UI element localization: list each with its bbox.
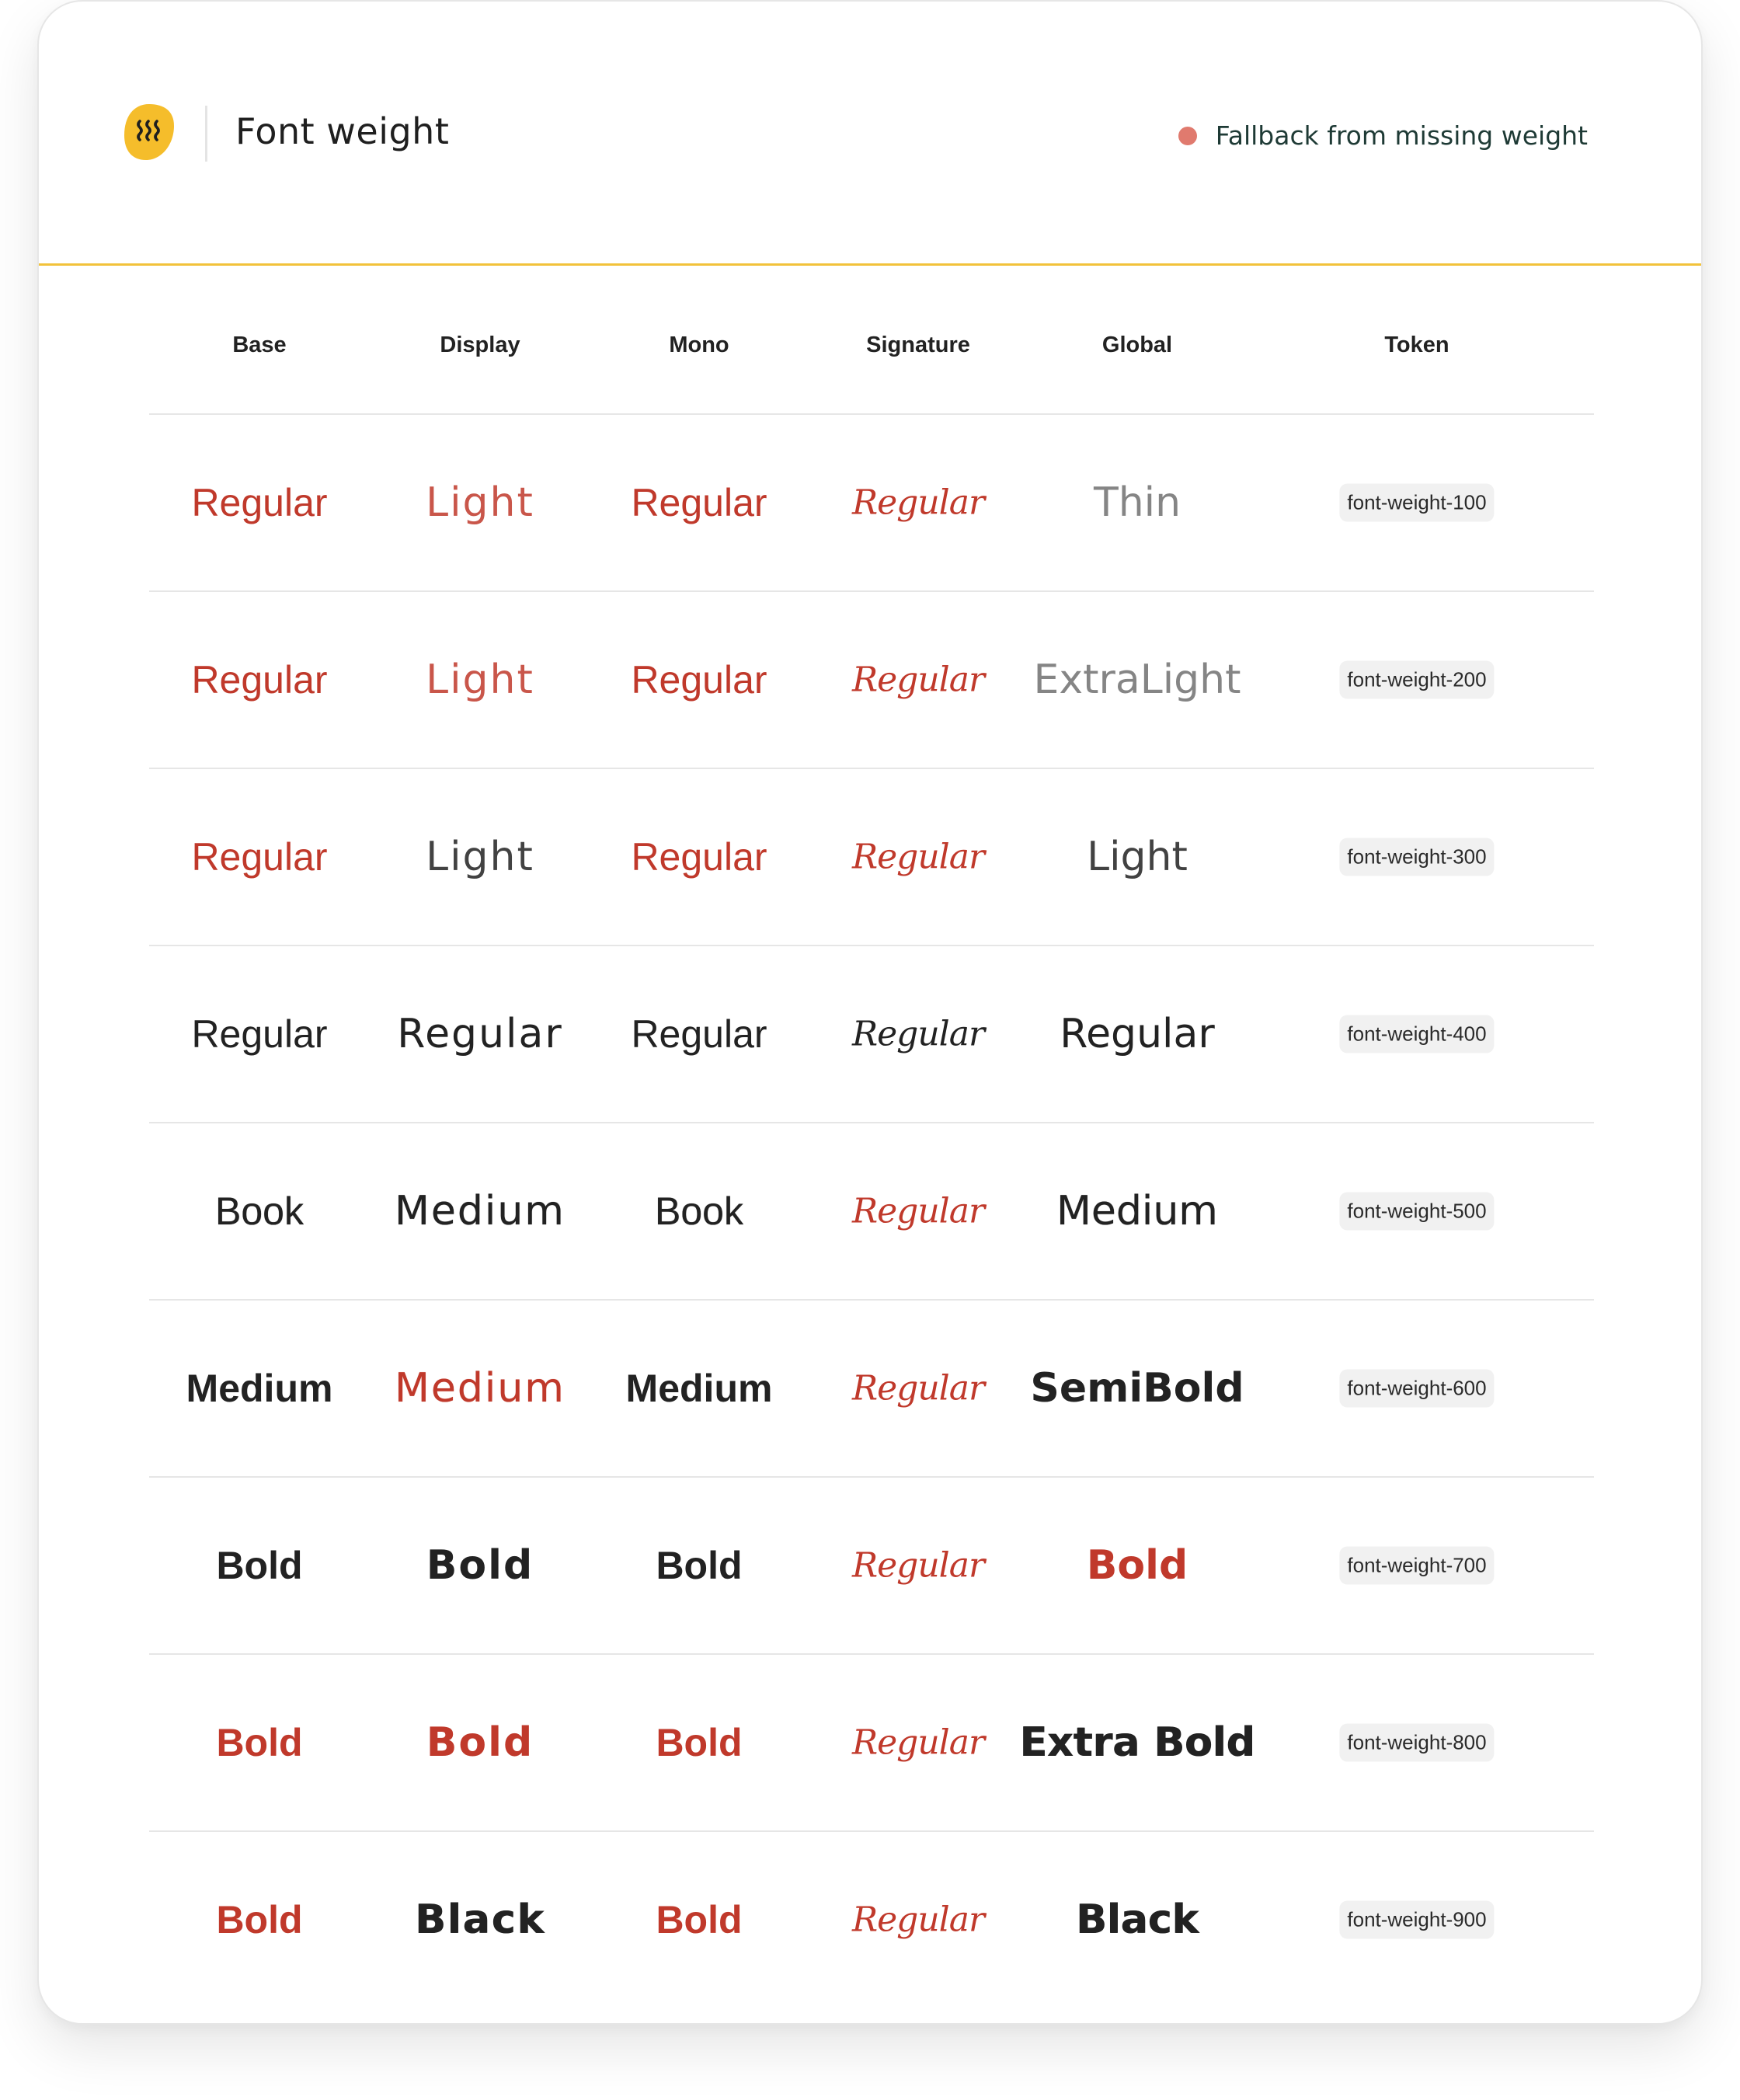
cell-signature: Regular (851, 660, 985, 700)
table-body (149, 415, 1594, 2008)
table-header (149, 281, 1594, 415)
column-header-display: Display (440, 333, 520, 357)
cell-mono: Regular (631, 658, 767, 702)
cell-base: Bold (216, 1721, 303, 1764)
cell-global: Medium (1056, 1188, 1218, 1235)
cell-base: Regular (191, 1012, 328, 1056)
cell-base: Regular (191, 835, 328, 879)
font-weight-table (149, 281, 1594, 2008)
cell-display: Bold (426, 1542, 534, 1589)
cell-global: Regular (1060, 1011, 1215, 1057)
token-badge: font-weight-800 (1339, 1724, 1494, 1762)
fallback-dot-icon (1178, 127, 1197, 145)
legend-label: Fallback from missing weight (1215, 120, 1588, 151)
table-row (149, 1123, 1594, 1301)
cell-global: Light (1087, 834, 1188, 880)
cell-base: Bold (216, 1898, 303, 1942)
table-row (149, 592, 1594, 769)
cell-base: Medium (186, 1367, 333, 1410)
cell-signature: Regular (851, 1722, 985, 1763)
cell-global: ExtraLight (1033, 656, 1241, 703)
cell-mono: Bold (656, 1721, 743, 1764)
token-badge: font-weight-700 (1339, 1547, 1494, 1585)
column-header-signature: Signature (866, 333, 970, 357)
cell-mono: Bold (656, 1898, 743, 1942)
cell-signature: Regular (851, 837, 985, 877)
column-header-global: Global (1101, 333, 1173, 357)
page-title: Font weight (235, 110, 450, 152)
cell-signature: Regular (851, 1900, 985, 1940)
cell-base: Bold (216, 1544, 303, 1587)
cell-global: Bold (1086, 1542, 1188, 1589)
table-row (149, 769, 1594, 946)
cell-signature: Regular (851, 482, 985, 523)
cell-mono: Regular (631, 481, 767, 524)
cell-signature: Regular (851, 1191, 985, 1231)
cell-mono: Medium (625, 1367, 773, 1410)
header (39, 2, 1701, 266)
cell-display: Medium (395, 1365, 566, 1412)
table-row (149, 1832, 1594, 2008)
font-weight-card (37, 0, 1703, 2025)
table-row (149, 415, 1594, 592)
cell-display: Light (426, 656, 534, 703)
cell-signature: Regular (851, 1368, 985, 1409)
column-header-token: Token (1384, 333, 1449, 357)
cell-display: Light (426, 834, 534, 880)
header-divider (205, 106, 207, 162)
cell-global: Thin (1093, 479, 1181, 526)
cell-display: Medium (395, 1188, 566, 1235)
cell-base: Regular (191, 481, 328, 524)
cell-display: Black (415, 1896, 545, 1943)
cell-global: SemiBold (1030, 1365, 1244, 1412)
cell-display: Regular (397, 1011, 563, 1057)
token-badge: font-weight-600 (1339, 1370, 1494, 1408)
cell-mono: Bold (656, 1544, 743, 1587)
token-badge: font-weight-900 (1339, 1901, 1494, 1939)
column-header-mono: Mono (669, 333, 729, 357)
table-row (149, 946, 1594, 1123)
cell-signature: Regular (851, 1014, 985, 1054)
cell-global: Black (1076, 1896, 1199, 1943)
column-header-base: Base (232, 333, 287, 357)
cell-mono: Regular (631, 1012, 767, 1056)
cell-display: Light (426, 479, 534, 526)
legend (1178, 120, 1588, 151)
cell-global: Extra Bold (1019, 1719, 1255, 1766)
token-badge: font-weight-100 (1339, 484, 1494, 522)
token-badge: font-weight-200 (1339, 661, 1494, 699)
cell-mono: Regular (631, 835, 767, 879)
token-badge: font-weight-300 (1339, 838, 1494, 876)
token-badge: font-weight-500 (1339, 1193, 1494, 1231)
table-row (149, 1655, 1594, 1832)
token-badge: font-weight-400 (1339, 1015, 1494, 1053)
cell-base: Regular (191, 658, 328, 702)
cell-mono: Book (655, 1189, 743, 1233)
cell-signature: Regular (851, 1545, 985, 1586)
table-row (149, 1478, 1594, 1655)
cell-display: Bold (426, 1719, 534, 1766)
brand-logo-icon (123, 103, 176, 162)
cell-base: Book (215, 1189, 304, 1233)
table-row (149, 1301, 1594, 1478)
